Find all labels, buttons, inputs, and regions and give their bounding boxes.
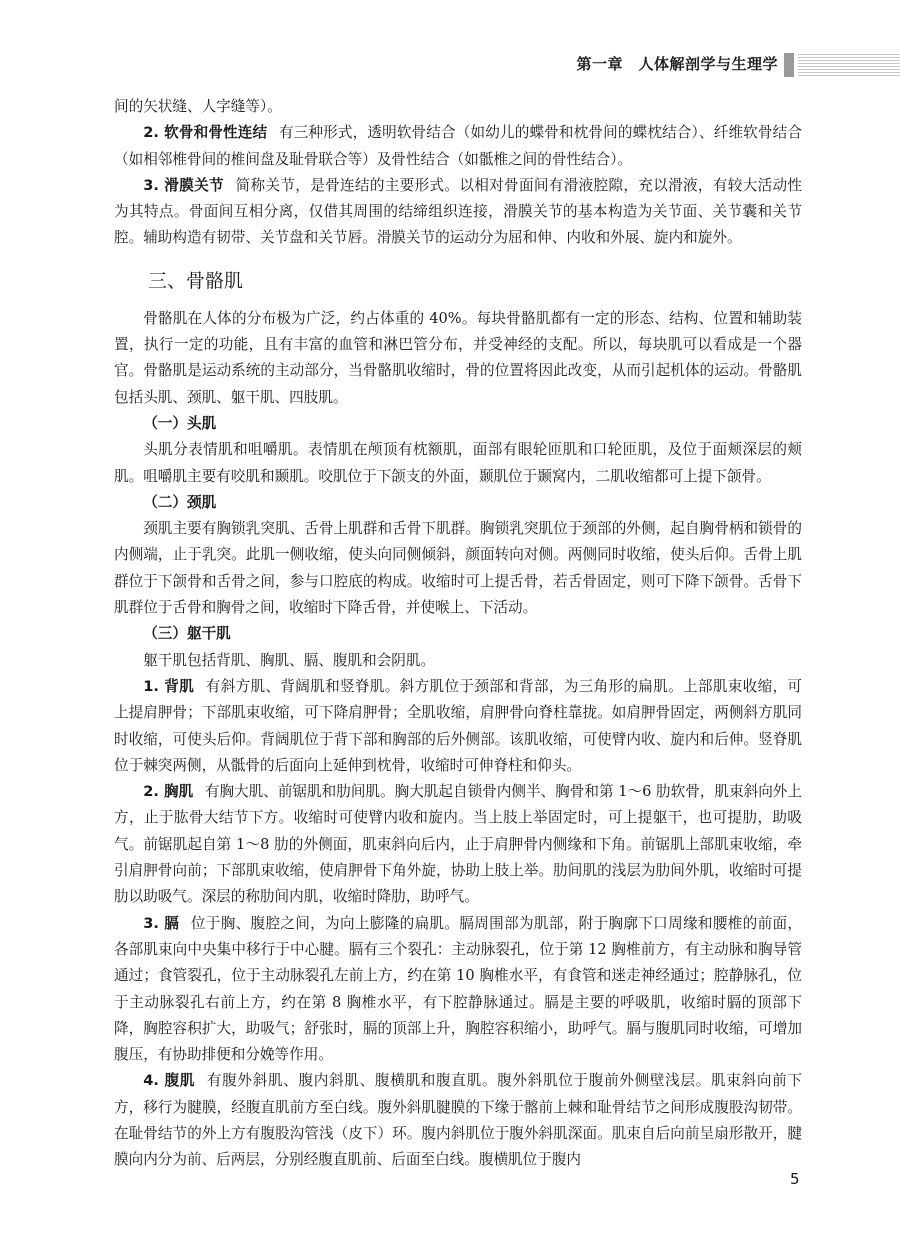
term-heading: 3. 滑膜关节 <box>143 176 224 194</box>
paragraph-abdominal-muscles <box>114 1068 802 1173</box>
paragraph-diaphragm <box>114 911 802 1069</box>
paragraph-chest-muscles <box>114 779 802 910</box>
paragraph-back-muscles <box>114 674 802 779</box>
paragraph-text: 有三种形式，透明软骨结合（如幼儿的蝶骨和枕骨间的蝶枕结合）、纤维软骨结合（如相邻椎骨间的椎间盘及耻骨联合等）及骨性结合（如骶椎之间的骨性结合）。 <box>114 124 802 168</box>
paragraph-text: 有斜方肌、背阔肌和竖脊肌。斜方肌位于颈部和背部，为三角形的扁肌。上部肌束收缩，可上提肩胛骨；下部肌束收缩，可下降肩胛骨；全肌收缩，肩胛骨向脊柱靠拢。如肩胛骨固定，两侧斜方肌同时收缩，可使头后仰。背阔肌位于背下部和胸部的后外侧部。该肌收缩，可使臂内收、旋内和后伸。竖脊肌位于棘突两侧，从骶骨的后面向上延伸到枕骨，收缩时可伸脊柱和仰头。 <box>114 677 802 774</box>
chapter-title: 第一章 人体解剖学与生理学 <box>576 55 778 73</box>
section-heading: 三、骨骼肌 <box>148 269 244 292</box>
page-number: 5 <box>790 1170 800 1188</box>
paragraph-text: 位于胸、腹腔之间，为向上膨隆的扁肌。膈周围部为肌部，附于胸廓下口周缘和腰椎的前面，各部肌束向中央集中移行于中心腱。膈有三个裂孔：主动脉裂孔，位于第 12 胸椎前方，有主动脉和胸导管通过；食管裂孔，位于主动脉裂孔左前上方，约在第 10 胸椎水平，有食管和迷走神经通过；腔静脉孔，位于主动脉裂孔右前上方，约在第 8 胸椎水平，有下腔静脉通过。膈是主要的呼吸肌，收缩时膈的顶部下降，胸腔容积扩大，助吸气；舒张时，膈的顶部上升，胸腔容积缩小，助呼气。膈与腹肌同时收缩，可增加腹压，有协助排便和分娩等作用。 <box>114 914 802 1064</box>
paragraph-head-muscles: 头肌分表情肌和咀嚼肌。表情肌在颅顶有枕额肌，面部有眼轮匝肌和口轮匝肌，及位于面颊深层的颊肌。咀嚼肌主要有咬肌和颞肌。咬肌位于下颌支的外面，颞肌位于颞窝内，二肌收缩都可上提下颌骨。 <box>114 441 802 485</box>
subsection-heading-trunk-muscles: （三）躯干肌 <box>143 625 231 643</box>
term-heading: 4. 腹肌 <box>143 1072 196 1090</box>
paragraph-cartilage-joint <box>114 120 802 173</box>
subsection-heading-head-muscles: （一）头肌 <box>143 414 217 432</box>
term-heading: 1. 背肌 <box>143 677 195 695</box>
term-heading: 2. 胸肌 <box>143 783 194 801</box>
running-header <box>0 52 900 80</box>
term-heading: 3. 膈 <box>143 914 180 932</box>
header-bar-block <box>784 53 794 77</box>
term-heading: 2. 软骨和骨性连结 <box>143 124 268 142</box>
paragraph-continued: 间的矢状缝、人字缝等）。 <box>114 98 282 115</box>
paragraph-trunk-intro: 躯干肌包括背肌、胸肌、膈、腹肌和会阴肌。 <box>143 651 436 669</box>
page-body <box>114 94 802 1174</box>
paragraph-neck-muscles: 颈肌主要有胸锁乳突肌、舌骨上肌群和舌骨下肌群。胸锁乳突肌位于颈部的外侧，起自胸骨柄和锁骨的内侧端，止于乳突。此肌一侧收缩，使头向同侧倾斜，颜面转向对侧。两侧同时收缩，使头后仰。舌骨上肌群位于下颌骨和舌骨之间，参与口腔底的构成。收缩时可上提舌骨，若舌骨固定，则可下降下颌骨。舌骨下肌群位于舌骨和胸骨之间，收缩时下降舌骨，并使喉上、下活动。 <box>114 520 802 617</box>
header-stripe-decoration <box>798 54 900 78</box>
paragraph-text: 有腹外斜肌、腹内斜肌、腹横肌和腹直肌。腹外斜肌位于腹前外侧壁浅层。肌束斜向前下方，移行为腱膜，经腹直肌前方至白线。腹外斜肌腱膜的下缘于髂前上棘和耻骨结节之间形成腹股沟韧带。在耻骨结节的外上方有腹股沟管浅（皮下）环。腹内斜肌位于腹外斜肌深面。肌束自后向前呈扇形散开，腱膜向内分为前、后两层，分别经腹直肌前、后面至白线。腹横肌位于腹内 <box>114 1072 802 1169</box>
subsection-heading-neck-muscles: （二）颈肌 <box>143 493 217 511</box>
paragraph-synovial-joint <box>114 173 802 252</box>
paragraph-text: 有胸大肌、前锯肌和肋间肌。胸大肌起自锁骨内侧半、胸骨和第 1～6 肋软骨，肌束斜向外上方，止于肱骨大结节下方。收缩时可使臂内收和旋内。当上肢上举固定时，可上提躯干，也可提肋，助吸气。前锯肌起自第 1～8 肋的外侧面，肌束斜向后内，止于肩胛骨内侧缘和下角。前锯肌上部肌束收缩，牵引肩胛骨向前；下部肌束收缩，使肩胛骨下角外旋，协助上肢上举。肋间肌的浅层为肋间外肌，收缩时可提肋以助吸气。深层的称肋间内肌，收缩时降肋，助呼气。 <box>114 783 802 906</box>
paragraph-text: 简称关节，是骨连结的主要形式。以相对骨面间有滑液腔隙，充以滑液，有较大活动性为其特点。骨面间互相分离，仅借其周围的结缔组织连接，滑膜关节的基本构造为关节面、关节囊和关节腔。辅助构造有韧带、关节盘和关节唇。滑膜关节的运动分为屈和伸、内收和外展、旋内和旋外。 <box>114 176 803 247</box>
paragraph-intro: 骨骼肌在人体的分布极为广泛，约占体重的 40%。每块骨骼肌都有一定的形态、结构、位置和辅助装置，执行一定的功能，且有丰富的血管和淋巴管分布，并受神经的支配。所以，每块肌可以看成是一个器官。骨骼肌是运动系统的主动部分，当骨骼肌收缩时，骨的位置将因此改变，从而引起机体的运动。骨骼肌包括头肌、颈肌、躯干肌、四肢肌。 <box>114 309 802 406</box>
